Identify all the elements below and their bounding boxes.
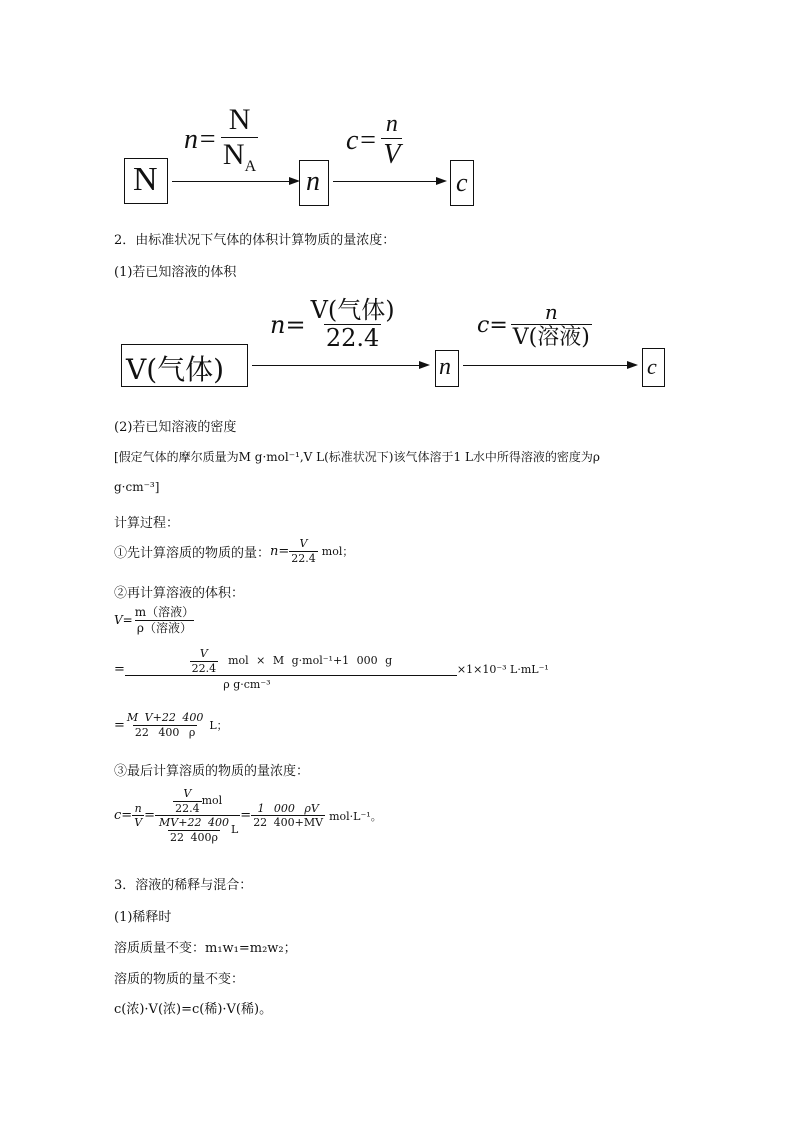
equation-volume-expansion: = $\frac{V}{22.4}$ mol × M g·mol⁻¹+1 000 g ρ g·cm⁻³ ×1×10⁻³ L·mL⁻¹ — [114, 647, 549, 692]
step-1: ①先计算溶质的物质的量： n= $\frac{V}{22.4}$ mol； — [114, 537, 354, 565]
dilution-mole-rule: 溶质的物质的量不变： — [114, 972, 245, 987]
box-mole-2-label: n — [439, 354, 451, 380]
dilution-formula: c(浓)·V(浓)=c(稀)·V(稀)。 — [114, 1002, 273, 1017]
formula-n-equals-Vgas-over-22-4: n= $\frac{\text{V(气体)}}{22.4}$ — [270, 296, 395, 353]
arrow-4-line — [463, 365, 628, 366]
assumption-line-1: [假定气体的摩尔质量为M g·mol⁻¹,V L(标准状况下)该气体溶于1 L水中所得溶液的密度为ρ — [114, 450, 600, 464]
arrow-2-head — [436, 177, 447, 185]
equation-volume-result: = $\frac{\text{M V+22 400}}{22 400 \rho}$ L； — [114, 711, 228, 739]
heading-3: 3．溶液的稀释与混合： — [114, 878, 253, 893]
box-concentration-2 — [642, 348, 665, 387]
dilution-subheading: (1)稀释时 — [114, 910, 172, 925]
step-3: ③最后计算溶质的物质的量浓度： — [114, 764, 310, 779]
box-concentration — [450, 160, 474, 206]
arrow-3-line — [252, 365, 420, 366]
step-2: ②再计算溶液的体积： — [114, 586, 245, 601]
box-gas-volume — [121, 344, 248, 387]
equation-volume-definition: V= $\frac{\text{m（溶液）}}{\text{ρ（溶液）}}$ — [114, 605, 195, 635]
arrow-4-head — [627, 361, 638, 369]
subheading-known-volume: (1)若已知溶液的体积 — [114, 265, 237, 280]
box-mole-label: n — [306, 166, 320, 197]
subheading-known-density: (2)若已知溶液的密度 — [114, 420, 237, 435]
heading-2: 2．由标准状况下气体的体积计算物质的量浓度： — [114, 233, 396, 248]
formula-n-equals-N-over-NA: n= $\frac{N}{N_A}$ — [184, 103, 257, 175]
box-particle-number — [124, 158, 168, 204]
equation-concentration: c= $\frac{n}{V}$ = $\frac{V}{22.4}$ mol $\frac{MV+22 400}{22 400\rho}$ L = $\frac{1 000 \rho V}{22 400+MV}$ mol·L⁻¹。 — [114, 787, 382, 844]
formula-c-equals-n-over-Vsolution: c= $\frac{n}{\text{V(溶液)}}$ — [477, 300, 590, 350]
calculation-label: 计算过程： — [114, 516, 180, 531]
box-concentration-label: c — [456, 168, 468, 197]
box-concentration-2-label: c — [647, 354, 657, 379]
box-gas-volume-label: V(气体) — [126, 353, 225, 386]
arrow-1-line — [172, 181, 290, 182]
formula-c-equals-n-over-V: c= $\frac{n}{V}$ — [346, 111, 401, 171]
assumption-line-2: g·cm⁻³] — [114, 480, 160, 494]
arrow-3-head — [419, 361, 430, 369]
box-mole-2 — [435, 350, 459, 387]
box-mole — [299, 160, 329, 206]
box-particle-number-label: N — [133, 161, 158, 198]
arrow-2-line — [333, 181, 438, 182]
dilution-mass-rule: 溶质质量不变：m₁w₁=m₂w₂； — [114, 941, 297, 956]
